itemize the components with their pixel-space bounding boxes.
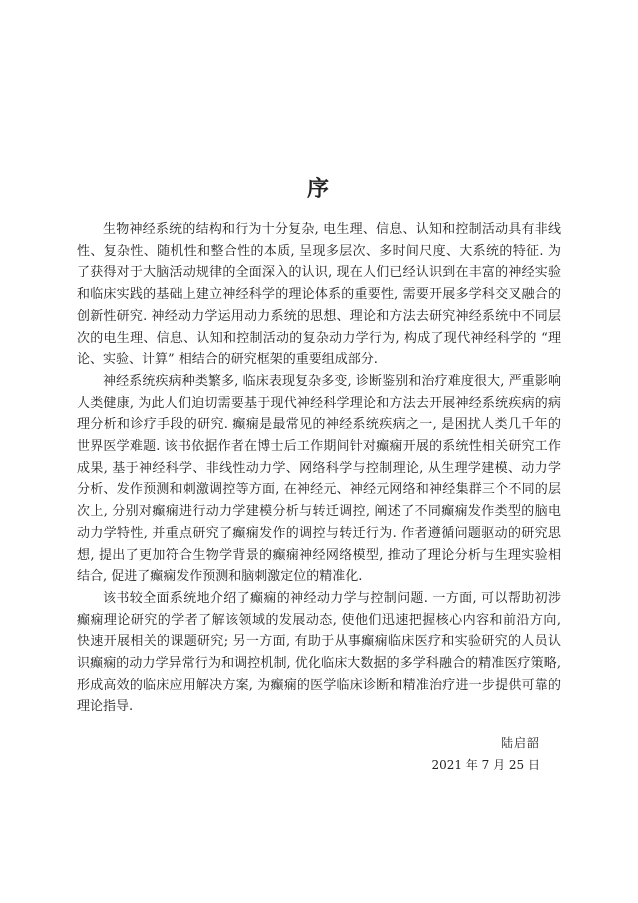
author-signature: 陆启韶 <box>500 736 540 750</box>
preface-body <box>77 219 561 718</box>
preface-paragraph-2: 神经系统疾病种类繁多, 临床表现复杂多变, 诊断鉴别和治疗难度很大, 严重影响人类健康, 为此人们迫切需要基于现代神经科学理论和方法去开展神经系统疾病的病理分析和诊疗手段的研究. 癫痫是最常见的神经系统疾病之一, 是困扰人类几千年的世界医学难题. 该书依据作者在博士后工作期间针对癫痫开展的系统性相关研究工作成果, 基于神经科学、非线性动力学、网络科学与控制理论, 从生理学建模、动力学分析、发作预测和刺激调控等方面, 在神经元、神经元网络和神经集群三个不同的层次上, 分别对癫痫进行动力学建模分析与转迁调控, 阐述了不同癫痫发作类型的脑电动力学特性, 并重点研究了癫痫发作的调控与转迁行为. 作者遵循问题驱动的研究思想, 提出了更加符合生物学背景的癫痫神经网络模型, 推动了理论分析与生理实验相结合, 促进了癫痫发作预测和脑刺激定位的精准化. <box>77 373 561 585</box>
preface-paragraph-3: 该书较全面系统地介绍了癫痫的神经动力学与控制问题. 一方面, 可以帮助初涉癫痫理论研究的学者了解该领域的发展动态, 使他们迅速把握核心内容和前沿方向, 快速开展相关的课题研究; 另一方面, 有助于从事癫痫临床医疗和实验研究的人员认识癫痫的动力学异常行为和调控机制, 优化临床大数据的多学科融合的精准医疗策略, 形成高效的临床应用解决方案, 为癫痫的医学临床诊断和精准治疗进一步提供可靠的理论指导. <box>77 590 561 715</box>
preface-paragraph-1: 生物神经系统的结构和行为十分复杂, 电生理、信息、认知和控制活动具有非线性、复杂性、随机性和整合性的本质, 呈现多层次、多时间尺度、大系统的特征. 为了获得对于大脑活动规律的全面深入的认识, 现在人们已经认识到在丰富的神经实验和临床实践的基础上建立神经科学的理论体系的重要性, 需要开展多学科交叉融合的创新性研究. 神经动力学运用动力系统的思想、理论和方法去研究神经系统中不同层次的电生理、信息、认知和控制活动的复杂动力学行为, 构成了现代神经科学的 “理论、实验、计算” 相结合的研究框架的重要组成部分. <box>77 222 561 368</box>
page-title: 序 <box>306 177 331 202</box>
preface-date: 2021 年 7 月 25 日 <box>431 758 540 772</box>
